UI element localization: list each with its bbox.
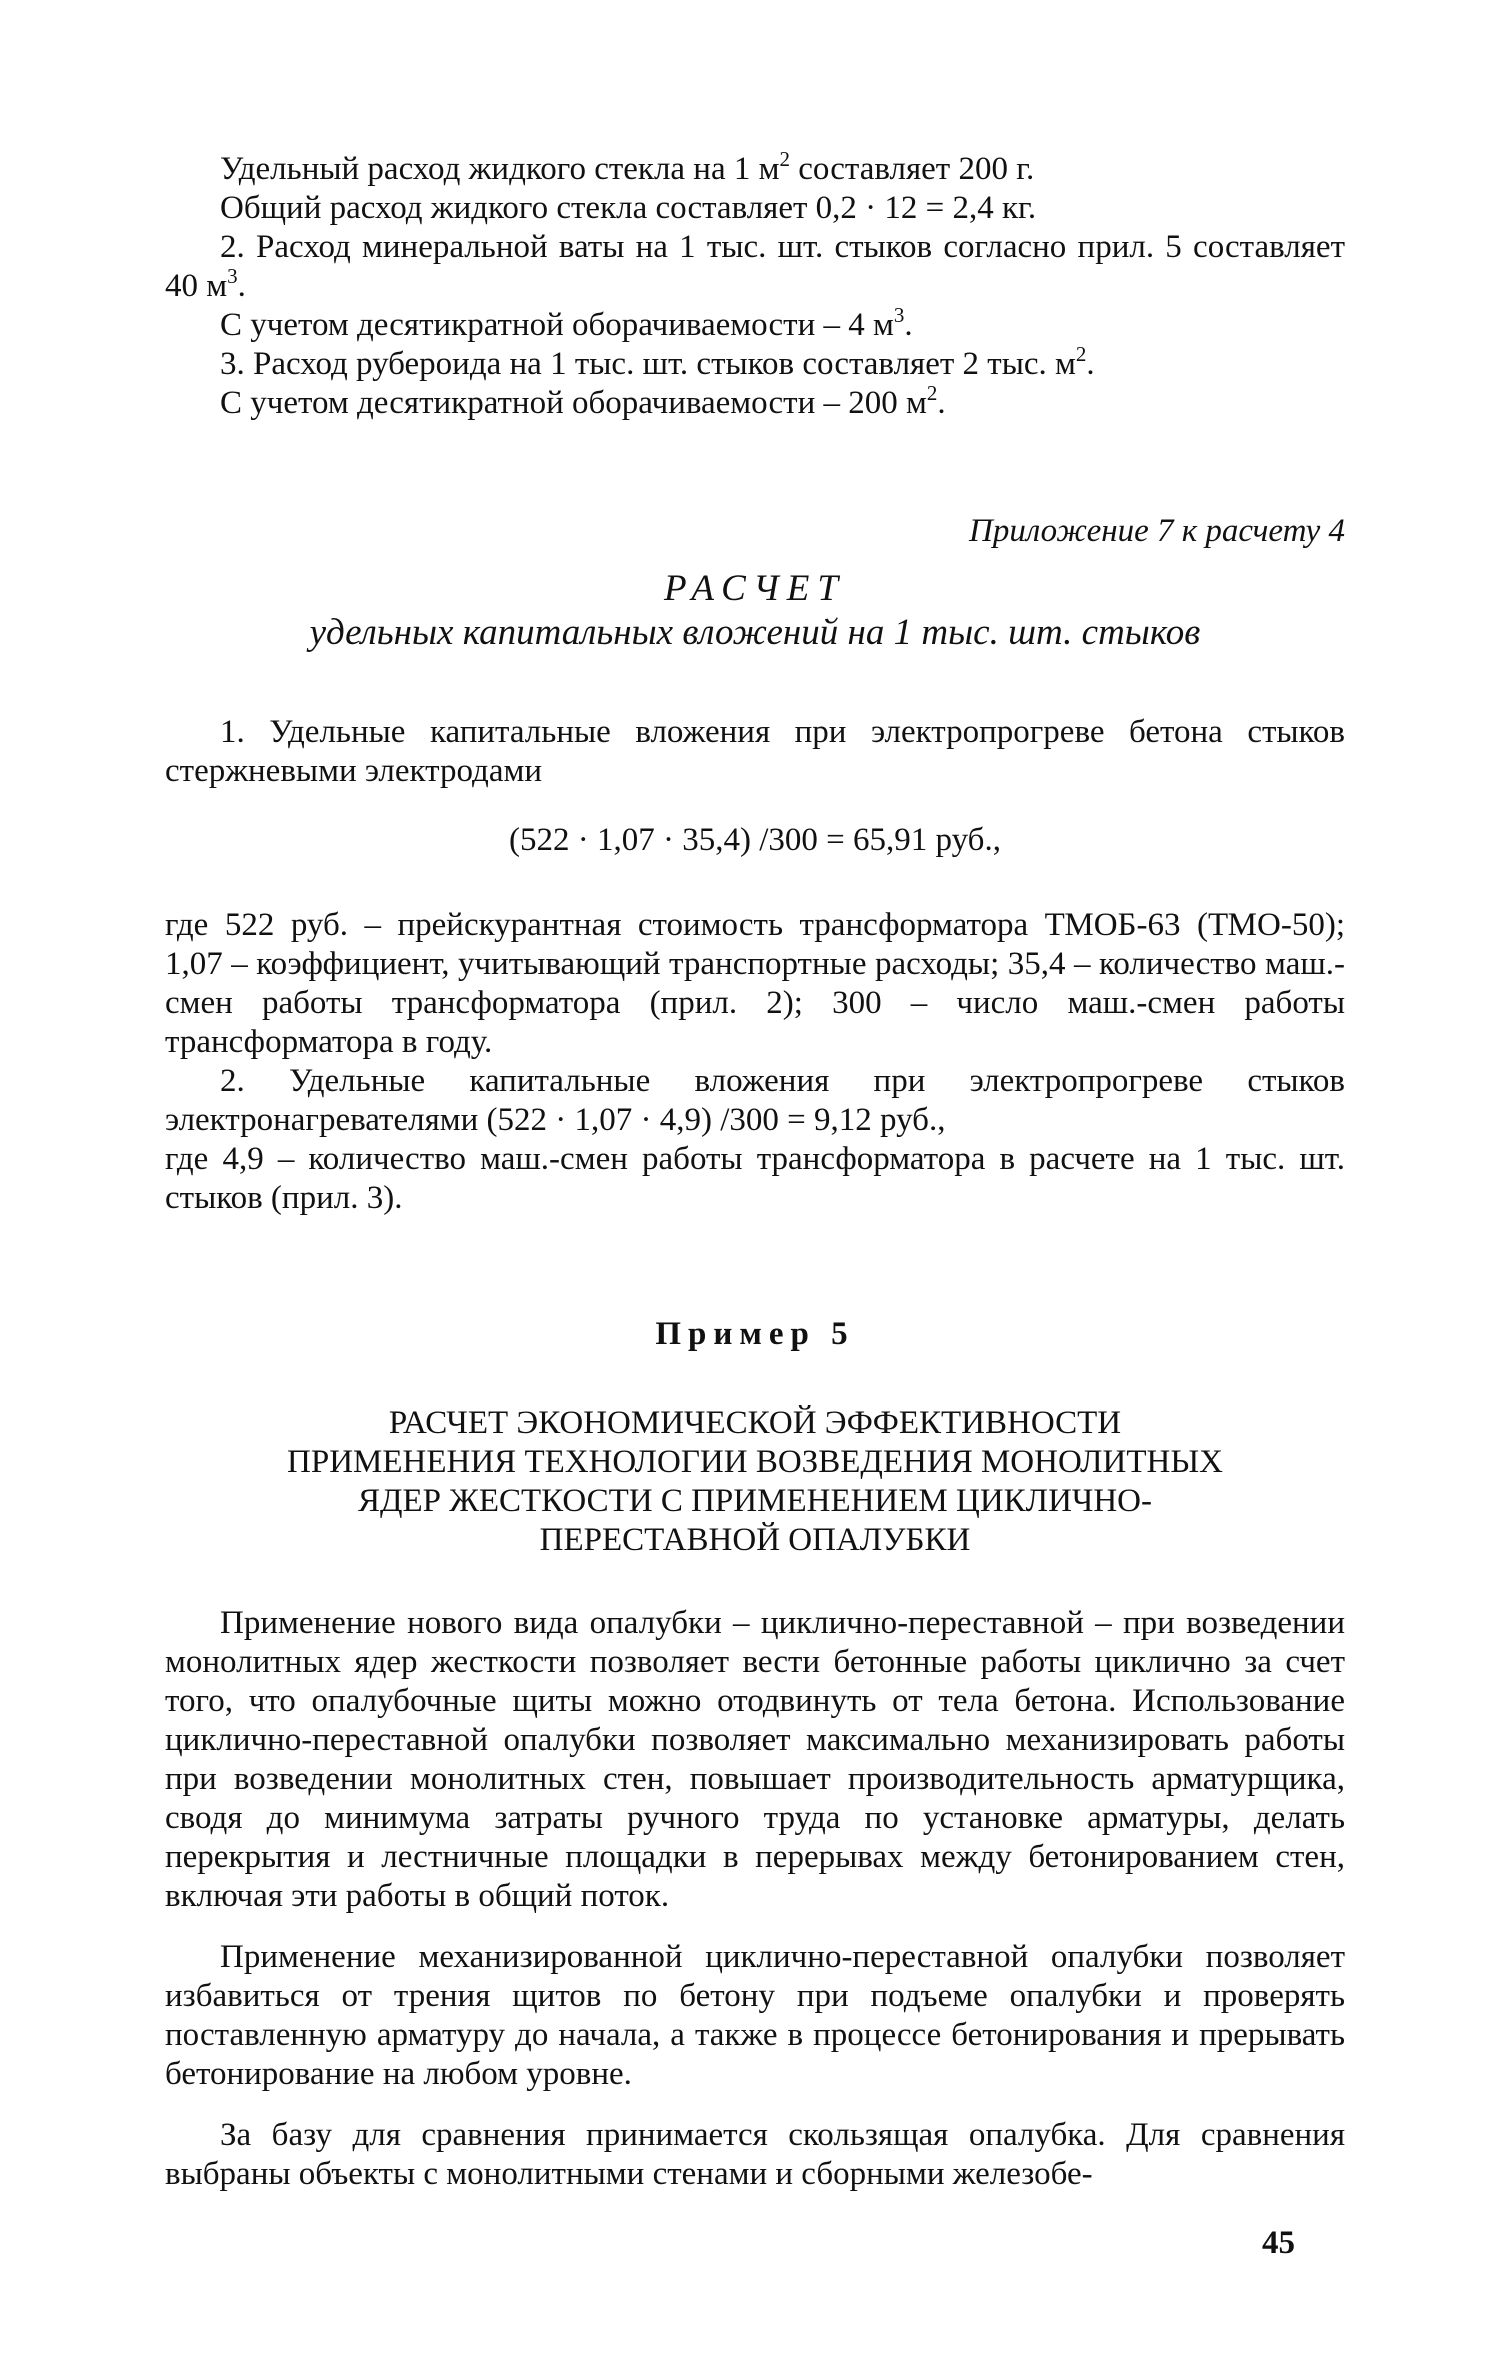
text-line: С учетом десятикратной оборачиваемости – 200 $м^2$.	[220, 381, 946, 421]
example-label: Пример 5	[655, 1316, 855, 1352]
text-line: 2. Расход минеральной ваты на 1 тыс. шт. стыков согласно прил. 5 составляет 40 $м^3$.	[165, 229, 1345, 304]
calc-paragraph: 1. Удельные капитальные вложения при электропрогреве бетона стыков стержневыми электродами	[165, 714, 1345, 789]
text-line: Общий расход жидкого стекла составляет 0,2 · 12 = 2,4 кг.	[220, 190, 1037, 226]
calc-paragraph: где 4,9 – количество маш.-смен работы трансформатора в расчете на 1 тыс. шт. стыков (прил. 3).	[165, 1141, 1345, 1216]
page-content	[165, 147, 1345, 2194]
appendix-reference: Приложение 7 к расчету 4	[969, 513, 1345, 549]
page-number: 45	[1262, 2225, 1295, 2261]
formula: (522 · 1,07 · 35,4) /300 = 65,91 руб.,	[509, 822, 1001, 858]
text-line: Удельный расход жидкого стекла на 1 $м^2$ составляет 200 г.	[220, 147, 1035, 187]
body-paragraph: За базу для сравнения принимается скользящая опалубка. Для сравнения выбраны объекты с монолитными стенами и сборными железобе-	[165, 2117, 1345, 2192]
text-line: 3. Расход рубероида на 1 тыс. шт. стыков составляет 2 тыс. $м^2$.	[220, 342, 1095, 382]
body-paragraph: Применение нового вида опалубки – циклично-переставной – при возведении монолитных ядер жесткости позволяет вести бетонные работы циклично за счет того, что опалубочные щиты можно отодвинуть от тела бетона. Использование циклично-переставной опалубки позволяет максимально механизировать работы при возведении монолитных стен, повышает производительность арматурщика, сводя до минимума затраты ручного труда по установке арматуры, делать перекрытия и лестничные площадки в перерывах между бетонированием стен, включая эти работы в общий поток.	[165, 1605, 1345, 1914]
calc-paragraph: где 522 руб. – прейскурантная стоимость трансформатора ТМОБ-63 (ТМО-50); 1,07 – коэффициент, учитывающий транспортные расходы; 35,4 – количество маш.-смен работы трансформатора (прил. 2); 300 – число маш.-смен работы трансформатора в году.	[165, 907, 1345, 1060]
body-paragraph: Применение механизированной циклично-переставной опалубки позволяет избавиться от трения щитов по бетону при подъеме опалубки и проверять поставленную арматуру до начала, а также в процессе бетонирования и прерывать бетонирование на любом уровне.	[165, 1939, 1345, 2092]
example-title: РАСЧЕТ ЭКОНОМИЧЕСКОЙ ЭФФЕКТИВНОСТИ ПРИМЕНЕНИЯ ТЕХНОЛОГИИ ВОЗВЕДЕНИЯ МОНОЛИТНЫХ ЯДЕР ЖЕСТКОСТИ С ПРИМЕНЕНИЕМ ЦИКЛИЧНО- ПЕРЕСТАВНОЙ ОПАЛУБКИ	[287, 1405, 1223, 1558]
text-line: С учетом десятикратной оборачиваемости – 4 $м^3$.	[220, 303, 913, 343]
top-section	[165, 147, 1345, 423]
calc-heading-title: РАСЧЕТ	[664, 568, 846, 609]
calc-paragraph: 2. Удельные капитальные вложения при электропрогреве стыков электронагревателями (522 · 1,07 · 4,9) /300 = 9,12 руб.,	[165, 1063, 1345, 1138]
calc-heading-subtitle: удельных капитальных вложений на 1 тыс. шт. стыков	[309, 612, 1201, 653]
